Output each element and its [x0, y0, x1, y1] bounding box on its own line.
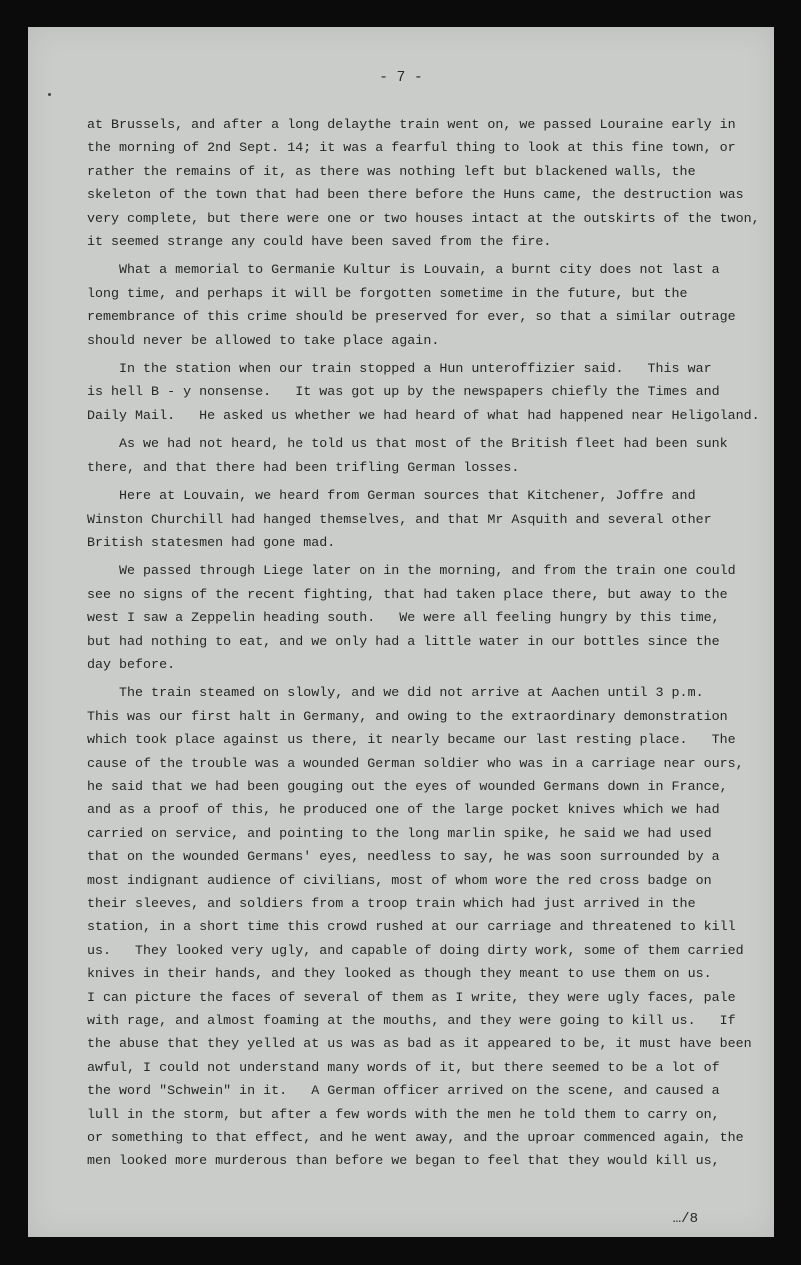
text-line: awful, I could not understand many words of it, but there seemed to be a lot of [87, 1060, 720, 1076]
paragraph-3 [87, 358, 760, 428]
text-line: he said that we had been gouging out the eyes of wounded Germans down in France, [87, 779, 728, 795]
text-line: British statesmen had gone mad. [87, 535, 336, 551]
page-number: - 7 - [379, 70, 423, 86]
text-line: men looked more murderous than before we began to feel that they would kill us, [87, 1154, 720, 1170]
text-line: us. They looked very ugly, and capable of doing dirty work, some of them carried [87, 943, 744, 959]
text-line: that on the wounded Germans' eyes, needless to say, he was soon surrounded by a [87, 850, 720, 866]
text-line: should never be allowed to take place again. [87, 333, 440, 349]
text-line: or something to that effect, and he went away, and the uproar commenced again, the [87, 1131, 744, 1147]
text-line: is hell B - y nonsense. It was got up by the newspapers chiefly the Times and [87, 385, 720, 401]
text-line: long time, and perhaps it will be forgotten sometime in the future, but the [87, 286, 688, 302]
text-line: Here at Louvain, we heard from German sources that Kitchener, Joffre and [87, 489, 696, 505]
text-line: it seemed strange any could have been saved from the fire. [87, 235, 552, 251]
page-continuation-marker: …/8 [672, 1211, 698, 1227]
paragraph-6 [87, 560, 747, 677]
text-line: west I saw a Zeppelin heading south. We were all feeling hungry by this time, [87, 611, 720, 627]
text-line: In the station when our train stopped a Hun unteroffizier said. This war [87, 362, 712, 378]
text-line: cause of the trouble was a wounded German soldier who was in a carriage near ours, [87, 756, 744, 772]
text-line: day before. [87, 657, 176, 673]
text-line: Daily Mail. He asked us whether we had heard of what had happened near Heligoland. [87, 408, 760, 424]
text-line: I can picture the faces of several of them as I write, they were ugly faces, pale [87, 990, 736, 1006]
paragraph-5 [87, 485, 747, 555]
paragraph-2 [87, 259, 747, 353]
text-line: rather the remains of it, as there was nothing left but blackened walls, the [87, 164, 696, 180]
text-line: very complete, but there were one or two houses intact at the outskirts of the twon, [87, 211, 760, 227]
text-line: the abuse that they yelled at us was as bad as it appeared to be, it must have been [87, 1037, 752, 1053]
ink-speck [48, 93, 51, 96]
text-line: see no signs of the recent fighting, that had taken place there, but away to the [87, 587, 728, 603]
text-line: station, in a short time this crowd rushed at our carriage and threatened to kill [87, 920, 736, 936]
text-line: the word "Schwein" in it. A German officer arrived on the scene, and caused a [87, 1084, 720, 1100]
text-line: at Brussels, and after a long delaythe train went on, we passed Louraine early in [87, 118, 736, 133]
text-line: most indignant audience of civilians, most of whom wore the red cross badge on [87, 873, 712, 889]
text-line: their sleeves, and soldiers from a troop train which had just arrived in the [87, 897, 696, 912]
text-line: We passed through Liege later on in the morning, and from the train one could [87, 564, 736, 580]
text-line: carried on service, and pointing to the long marlin spike, he said we had used [87, 826, 712, 842]
text-line: lull in the storm, but after a few words with the men he told them to carry on, [87, 1107, 720, 1123]
paragraph-4 [87, 433, 747, 480]
text-line: but had nothing to eat, and we only had a little water in our bottles since the [87, 634, 720, 650]
typed-page [28, 27, 774, 1237]
text-line: The train steamed on slowly, and we did not arrive at Aachen until 3 p.m. [87, 686, 704, 702]
text-line: which took place against us there, it nearly became our last resting place. The [87, 733, 736, 749]
text-line: What a memorial to Germanie Kultur is Louvain, a burnt city does not last a [87, 263, 720, 279]
text-line: the morning of 2nd Sept. 14; it was a fearful thing to look at this fine town, or [87, 141, 736, 157]
text-line: and as a proof of this, he produced one of the large pocket knives which we had [87, 803, 720, 819]
text-line: skeleton of the town that had been there before the Huns came, the destruction was [87, 188, 744, 204]
body-text [87, 114, 760, 1179]
text-line: This was our first halt in Germany, and owing to the extraordinary demonstration [87, 709, 728, 725]
text-line: Winston Churchill had hanged themselves, and that Mr Asquith and several other [87, 512, 712, 528]
text-line: with rage, and almost foaming at the mouths, and they were going to kill us. If [87, 1014, 736, 1030]
paragraph-1 [87, 114, 760, 254]
text-line: As we had not heard, he told us that most of the British fleet had been sunk [87, 437, 728, 453]
text-line: remembrance of this crime should be preserved for ever, so that a similar outrage [87, 310, 736, 326]
paragraph-7 [87, 682, 752, 1174]
text-line: knives in their hands, and they looked as though they meant to use them on us. [87, 967, 712, 983]
text-line: there, and that there had been trifling German losses. [87, 460, 520, 476]
